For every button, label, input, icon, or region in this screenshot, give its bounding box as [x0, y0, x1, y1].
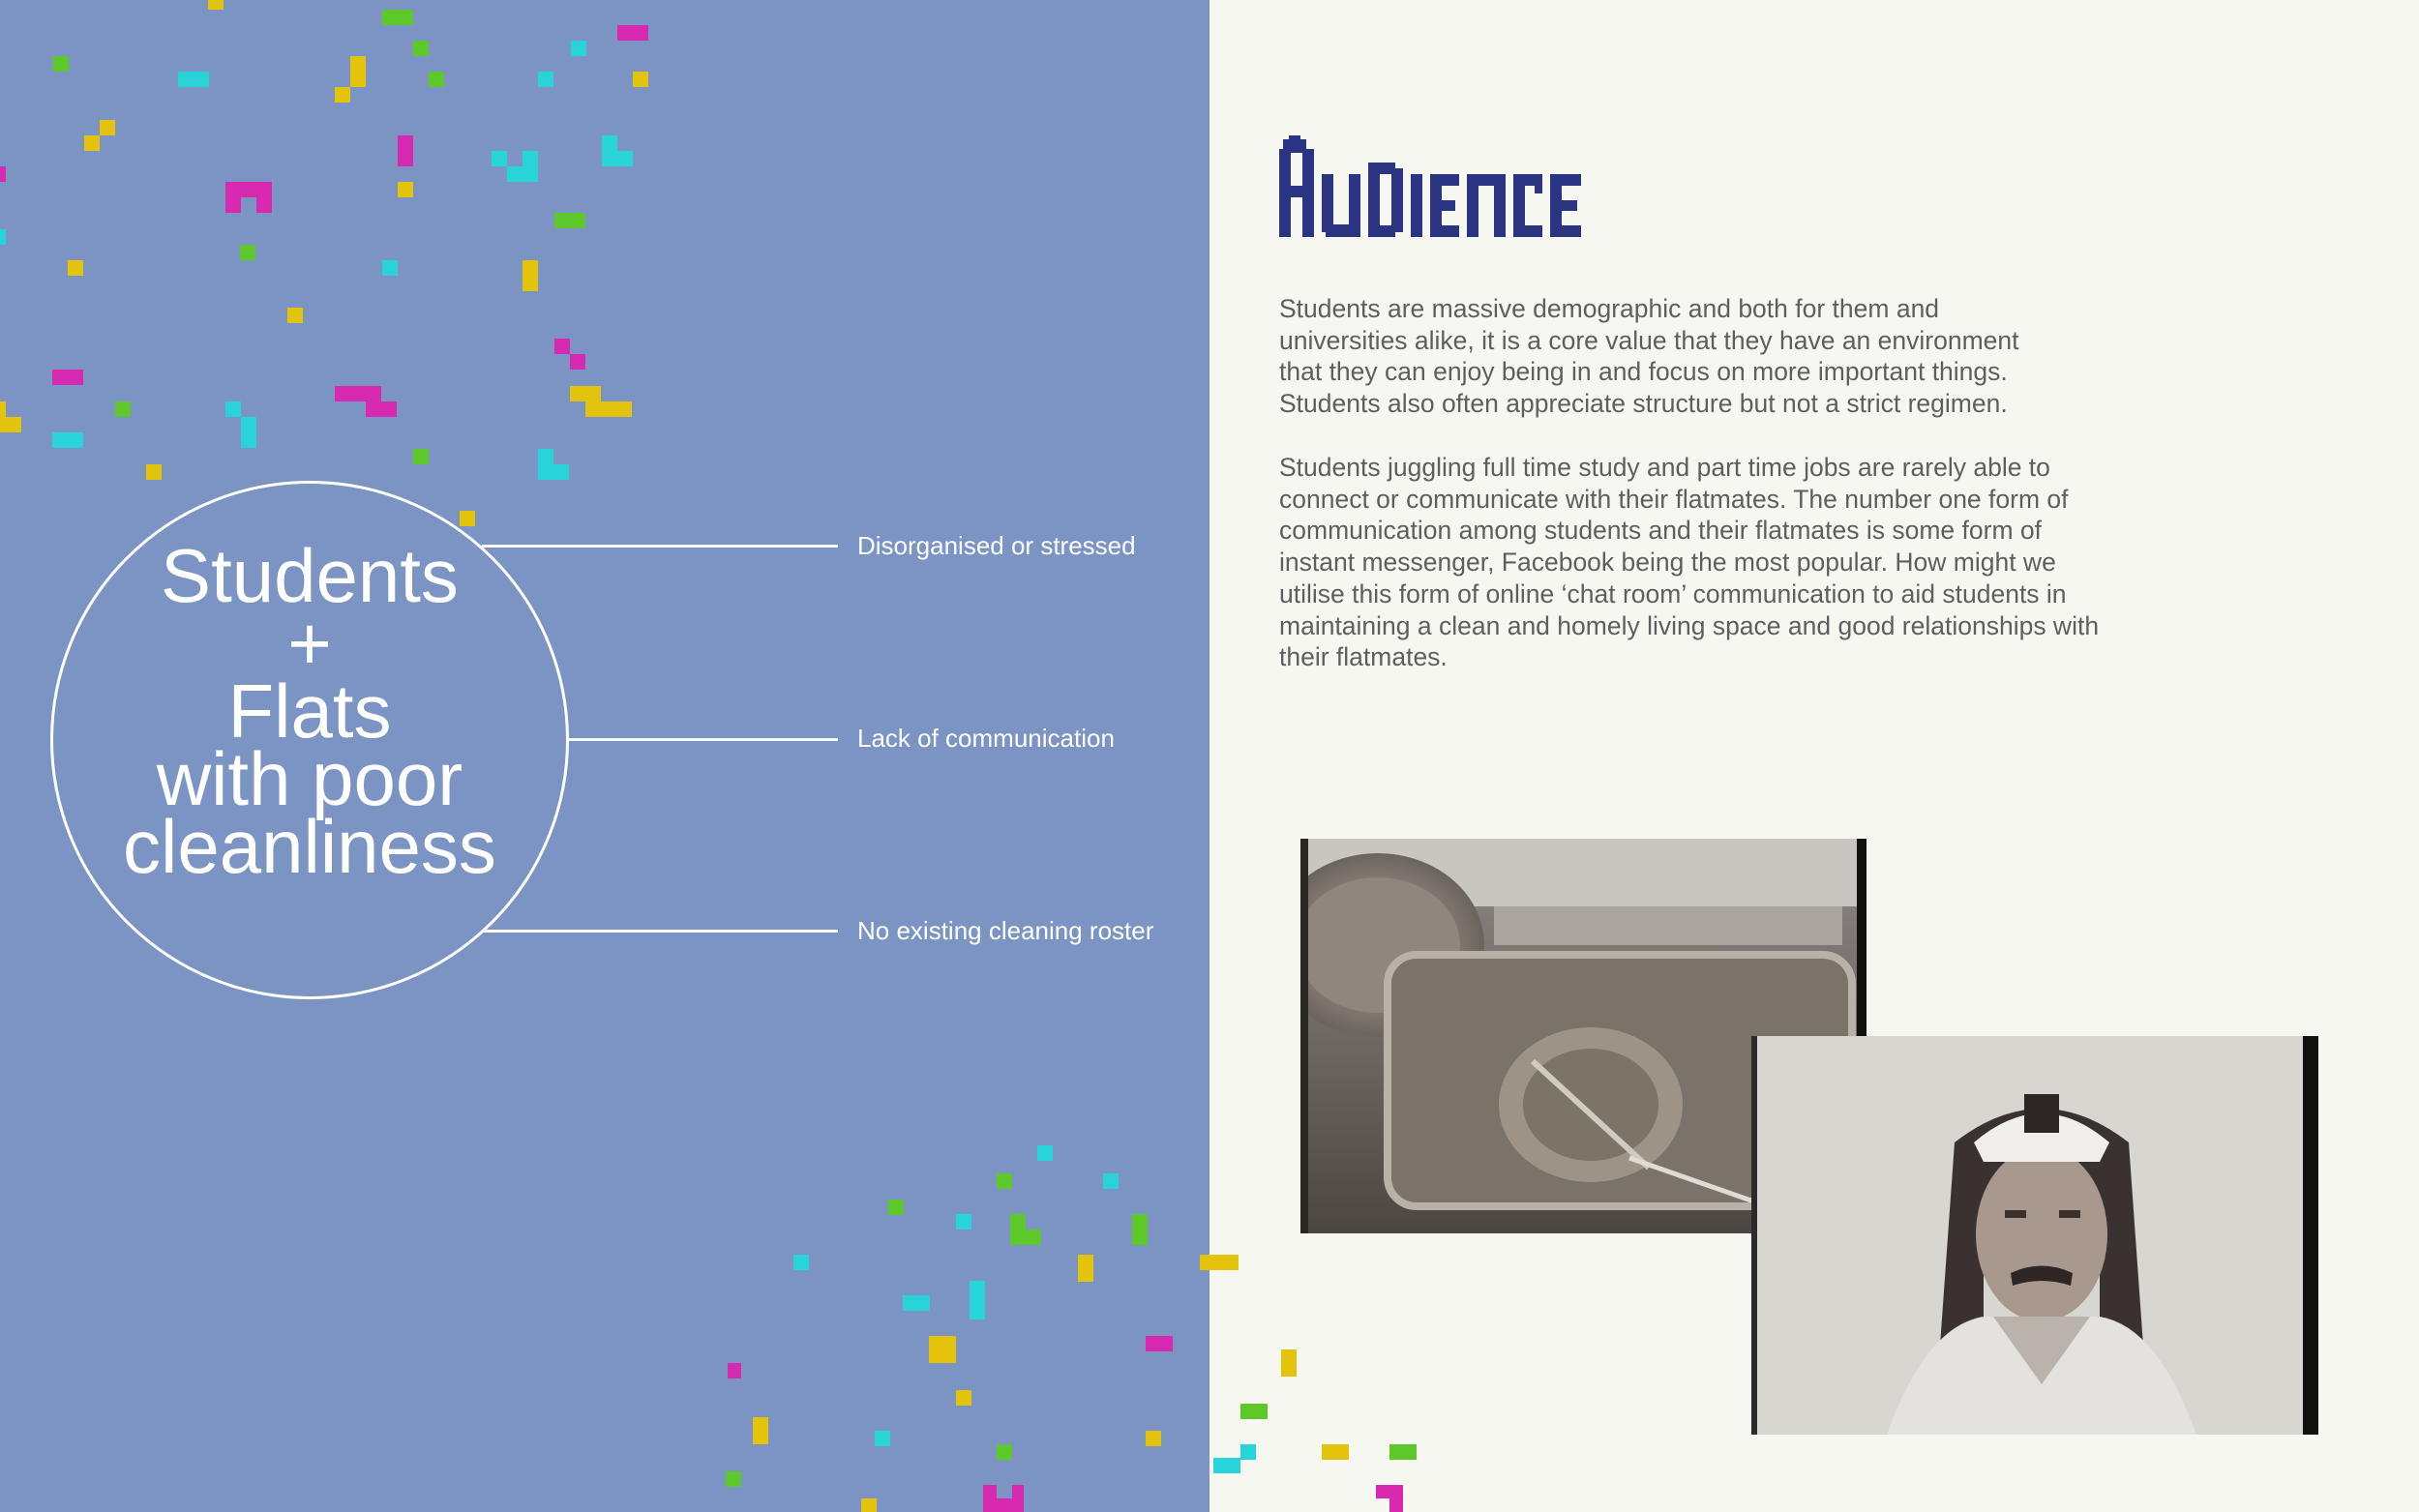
confetti-pixel — [1103, 1173, 1119, 1189]
factor-label-communication: Lack of communication — [857, 724, 1115, 753]
hub-line-cleanliness: cleanliness — [123, 804, 496, 889]
confetti-pixel — [570, 386, 601, 401]
confetti-pixel — [726, 1471, 741, 1487]
confetti-pixel — [997, 1444, 1012, 1460]
connector-line-2 — [569, 738, 838, 741]
confetti-pixel — [1322, 1444, 1349, 1460]
confetti-pixel — [538, 72, 553, 87]
confetti-pixel — [929, 1336, 956, 1363]
confetti-pixel — [146, 464, 162, 480]
confetti-pixel — [553, 464, 569, 480]
confetti-pixel — [68, 260, 83, 276]
confetti-pixel — [225, 197, 241, 213]
confetti-pixel — [523, 260, 538, 291]
confetti-pixel — [1389, 1444, 1417, 1460]
confetti-pixel — [178, 72, 209, 87]
confetti-pixel — [398, 135, 413, 166]
confetti-pixel — [570, 354, 585, 370]
confetti-pixel — [115, 401, 131, 417]
confetti-pixel — [861, 1498, 877, 1512]
confetti-pixel — [1078, 1255, 1093, 1282]
confetti-pixel — [997, 1173, 1012, 1189]
hub-line-students: Students — [161, 533, 459, 618]
confetti-pixel — [793, 1255, 809, 1270]
confetti-pixel — [538, 449, 553, 480]
confetti-pixel — [53, 56, 69, 72]
confetti-pixel — [633, 72, 648, 87]
confetti-pixel — [1146, 1431, 1161, 1446]
confetti-pixel — [335, 386, 381, 401]
confetti-pixel — [382, 260, 398, 276]
confetti-pixel — [1240, 1404, 1268, 1419]
confetti-pixel — [208, 0, 224, 10]
confetti-pixel — [1026, 1230, 1041, 1245]
confetti-pixel — [6, 417, 21, 432]
confetti-pixel — [225, 182, 272, 197]
confetti-pixel — [617, 151, 633, 166]
confetti-pixel — [84, 135, 100, 151]
connector-line-1 — [482, 545, 838, 548]
connector-line-3 — [482, 930, 838, 933]
problem-paragraph: Students juggling full time study and part time jobs are rarely able to connect or communicate with their flatmates. The number one form of communication among students and their flatmates is some form of instant messenger, Facebook being the most popular. How might we utilise this form of online ‘chat room’ communication to aid students in maintaining a clean and homely living space and good relationships with their flatmates. — [1279, 453, 2100, 672]
confetti-pixel — [0, 229, 6, 245]
confetti-pixel — [1240, 1444, 1256, 1460]
confetti-pixel — [554, 339, 570, 354]
confetti-pixel — [366, 401, 397, 417]
confetti-pixel — [350, 56, 366, 87]
confetti-pixel — [875, 1431, 890, 1446]
confetti-pixel — [1389, 1498, 1403, 1512]
confetti-pixel — [1213, 1458, 1240, 1473]
confetti-pixel — [413, 41, 429, 56]
confetti-pixel — [52, 370, 83, 385]
confetti-pixel — [728, 1363, 741, 1379]
confetti-pixel — [903, 1295, 930, 1311]
factor-label-disorganised: Disorganised or stressed — [857, 531, 1136, 560]
intro-paragraph: Students are massive demographic and both for them and universities alike, it is a core value that they have an environment that they can enjoy being in and focus on more important things. Students also often appreciate structure but not a strict regimen. — [1279, 294, 2019, 419]
hub-label — [50, 533, 569, 889]
confetti-pixel — [413, 449, 429, 464]
confetti-pixel — [997, 1485, 1012, 1498]
confetti-pixel — [0, 166, 6, 182]
confetti-pixel — [970, 1281, 985, 1319]
confetti-pixel — [1132, 1214, 1148, 1245]
man-portrait-photo — [1751, 1036, 2318, 1435]
confetti-pixel — [1010, 1214, 1026, 1245]
confetti-pixel — [429, 72, 444, 87]
confetti-pixel — [1146, 1336, 1173, 1351]
confetti-pixel — [225, 401, 241, 417]
hub-line-plus: + — [287, 601, 332, 686]
confetti-pixel — [571, 41, 586, 56]
confetti-pixel — [1281, 1349, 1297, 1377]
confetti-pixel — [382, 10, 413, 25]
confetti-pixel — [1200, 1255, 1210, 1270]
confetti-pixel — [1210, 1255, 1239, 1270]
confetti-pixel — [1376, 1485, 1403, 1498]
confetti-pixel — [241, 417, 256, 448]
confetti-pixel — [956, 1390, 971, 1406]
confetti-pixel — [287, 308, 303, 323]
confetti-pixel — [956, 1214, 971, 1230]
confetti-pixel — [240, 245, 255, 260]
hub-line-flats: Flats — [227, 668, 392, 754]
confetti-pixel — [602, 135, 617, 166]
confetti-pixel — [507, 166, 538, 182]
factor-label-roster: No existing cleaning roster — [857, 916, 1154, 945]
confetti-pixel — [753, 1417, 768, 1444]
hub-line-with-poor: with poor — [156, 736, 463, 821]
confetti-pixel — [256, 197, 272, 213]
confetti-pixel — [617, 25, 648, 41]
confetti-pixel — [335, 87, 350, 103]
confetti-pixel — [492, 151, 507, 166]
confetti-pixel — [100, 120, 115, 135]
confetti-pixel — [460, 511, 475, 526]
confetti-pixel — [888, 1200, 904, 1215]
confetti-pixel — [52, 432, 83, 448]
confetti-pixel — [585, 401, 632, 417]
confetti-pixel — [1037, 1145, 1053, 1161]
confetti-pixel — [554, 213, 585, 228]
confetti-pixel — [523, 151, 538, 166]
confetti-pixel — [398, 182, 413, 197]
page-title — [1279, 135, 1589, 237]
